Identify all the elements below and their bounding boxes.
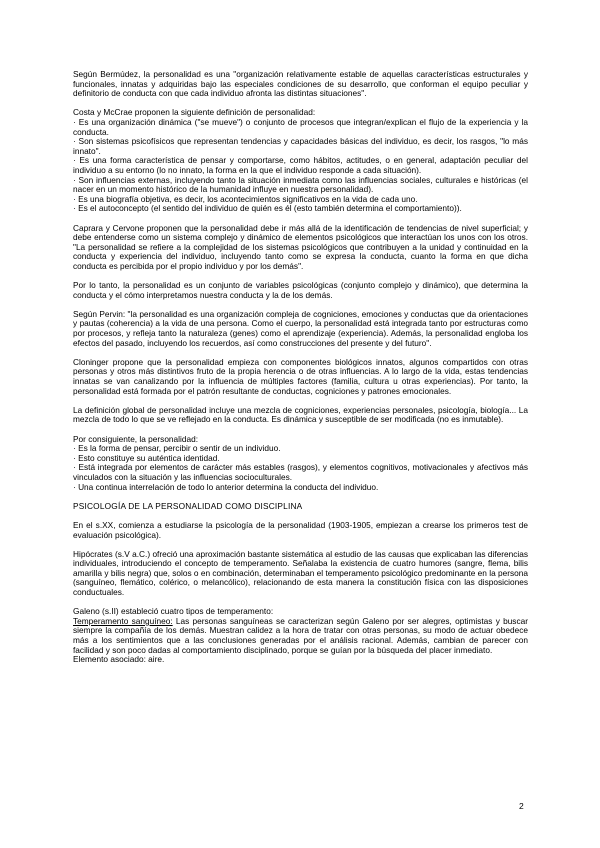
sanguineo-paragraph: [73, 617, 528, 655]
bermudez-paragraph: Según Bermúdez, la personalidad es una "organización relativamente estable de aquellas características estructurales y funcionales, innatas y adquiridas bajo las especiales condiciones de su desarrollo, que conforman el equipo peculiar y definitorio de conducta con que cada individuo afronta las distintas situaciones".: [73, 69, 528, 99]
list-item: · Es el autoconcepto (el sentido del individuo de quién es él (esto también determina el comportamiento)).: [73, 203, 462, 214]
list-item: · Es una biografía objetiva, es decir, los acontecimientos significativos en la vida de cada uno.: [73, 193, 418, 204]
definicion-global-paragraph: La definición global de personalidad incluye una mezcla de cogniciones, experiencias personales, psicología, biología... La mezcla de todo lo que se ve reflejado en la conducta. Es dinámica y susceptible de ser modificada (no es inmutable).: [73, 404, 528, 425]
list-item: · Son influencias externas, incluyendo tanto la situación inmediata como las influencias sociales, culturales e históricas (el nacer en un momento histórico de la humanidad influye en nuestra personalidad).: [73, 174, 528, 195]
list-item: · Es una forma característica de pensar y comportarse, como hábitos, actitudes, o en general, adaptación peculiar del individuo a su entorno (lo no innato, la forma en la que el individuo responde a cada situación).: [73, 155, 528, 175]
hipocrates-paragraph: Hipócrates (s.V a.C.) ofreció una aproximación bastante sistemática al estudio de las causas que explicaban las diferencias individuales, introduciendo el concepto de temperamento. Señalaba la existencia de cuatro humores (sangre, flema, bilis amarilla y bilis negra) que, solos o en combinación, determinaban el temperamento psicológico predominante en la persona (sanguíneo, flemático, colérico, o melancólico), relacionando de esta manera la constitución física con las disposiciones conductuales.: [73, 548, 528, 598]
section-heading: PSICOLOGÍA DE LA PERSONALIDAD COMO DISCIPLINA: [73, 500, 303, 511]
pervin-paragraph: Según Pervin: "la personalidad es una organización compleja de cogniciones, emociones y conductas que da orientaciones y pautas (coherencia) a la vida de una persona. Como el cuerpo, la personalidad está integrada tanto por estructuras como por procesos, y refleja tanto la naturaleza (genes) como el aprendizaje (experiencia). Además, la personalidad engloba los efectos del pasado, incluyendo los recuerdos, así como construcciones del presente y del futuro".: [73, 308, 528, 348]
galeno-intro: Galeno (s.II) estableció cuatro tipos de temperamento:: [73, 606, 274, 617]
list-item: · Es la forma de pensar, percibir o sentir de un individuo.: [73, 443, 281, 454]
list-item: · Son sistemas psicofísicos que representan tendencias y capacidades básicas del individuo, es decir, los rasgos, "lo más innato".: [73, 136, 528, 156]
list-item: · Esto constituye su auténtica identidad.: [73, 452, 220, 463]
list-item: · Una continua interrelación de todo lo anterior determina la conducta del individuo.: [73, 481, 379, 492]
page-number: 2: [519, 801, 524, 811]
page-body: [73, 70, 528, 665]
list-item: · Es una organización dinámica ("se mueve") o conjunto de procesos que integran/explican el flujo de la experiencia y la conducta.: [73, 116, 528, 137]
costa-mccrae-block: [73, 108, 528, 214]
sanguineo-label: Temperamento sanguíneo:: [73, 615, 173, 626]
galeno-block: [73, 607, 528, 665]
siglo-xx-paragraph: En el s.XX, comienza a estudiarse la psicología de la personalidad (1903-1905, empiezan a crearse los primeros test de evaluación psicológica).: [73, 519, 528, 540]
caprara-paragraph: Caprara y Cervone proponen que la personalidad debe ir más allá de la identificación de tendencias de nivel superficial; y debe entenderse como un sistema complejo y dinámico de elementos psicológicos que interactúan los unos con los otros. "La personalidad se refiere a la complejidad de los sistemas psicológicos que contribuyen a la unidad y continuidad en la conducta y experiencia del individuo, incluyendo tanto como se expresa la conducta, cuanto la forma en que dicha conducta es percibida por el propio individuo y por los demás".: [73, 222, 528, 271]
consiguiente-block: [73, 435, 528, 493]
list-item: · Está integrada por elementos de carácter más estables (rasgos), y elementos cognitivos, motivacionales y afectivos más vinculados con la situación y las influencias socioculturales.: [73, 462, 528, 482]
costa-intro: Costa y McCrae proponen la siguiente definición de personalidad:: [73, 107, 316, 118]
consiguiente-intro: Por consiguiente, la personalidad:: [73, 433, 198, 444]
elemento-asociado: Elemento asociado: aire.: [73, 654, 165, 665]
por-lo-tanto-paragraph: Por lo tanto, la personalidad es un conjunto de variables psicológicas (conjunto complejo y dinámico), que determina la conducta y el cómo interpretamos nuestra conducta y la de los demás.: [73, 280, 528, 300]
sanguineo-text: Las personas sanguíneas se caracterizan según Galeno por ser alegres, optimistas y buscar siempre la compañía de los demás. Muestran calidez a la hora de tratar con otras personas, su modo de actuar obedece más a los sentimientos que a las conclusiones generadas por el análisis racional. Además, cambian de parecer con facilidad y son poco dadas al comportamiento disciplinado, porque se guían por la búsqueda del placer inmediato.: [73, 615, 528, 655]
cloninger-paragraph: Cloninger propone que la personalidad empieza con componentes biológicos innatos, algunos compartidos con otras personas y otros más distintivos fruto de la propia herencia o de otras influencias. A lo largo de la vida, estas tendencias innatas se van canalizando por la influencia de múltiples factores (familia, cultura u otras experiencias). Por tanto, la personalidad está formada por el patrón resultante de conductas, cogniciones y patrones emocionales.: [73, 356, 528, 396]
